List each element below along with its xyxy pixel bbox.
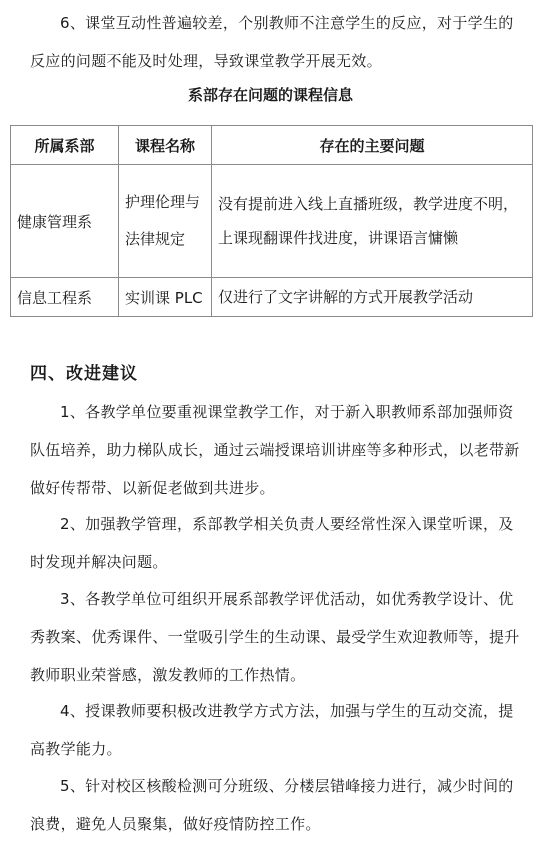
cell-course-name: 实训课 PLC: [119, 278, 212, 317]
header-course-name: 课程名称: [119, 126, 212, 165]
header-department: 所属系部: [11, 126, 119, 165]
suggestion-paragraph-3: 3、各教学单位可组织开展系部教学评优活动，如优秀教学设计、优秀教案、优秀课件、一堂吸引学生的生动课、最受学生欢迎教师等，提升教师职业荣誉感，激发教师的工作热情。: [30, 590, 520, 684]
table-row: [11, 278, 533, 317]
header-main-issues: 存在的主要问题: [212, 126, 533, 165]
section-heading: 四、改进建议: [30, 364, 138, 384]
table-header-row: [11, 126, 533, 165]
table-title: 系部存在问题的课程信息: [187, 86, 353, 104]
intro-paragraph: 6、课堂互动性普遍较差，个别教师不注意学生的反应，对于学生的反应的问题不能及时处理，导致课堂教学开展无效。: [30, 14, 514, 70]
cell-department: 信息工程系: [11, 278, 119, 317]
table-row: [11, 165, 533, 278]
suggestion-paragraph-2: 2、加强教学管理，系部教学相关负责人要经常性深入课堂听课，及时发现并解决问题。: [30, 515, 514, 571]
suggestion-paragraph-4: 4、授课教师要积极改进教学方式方法，加强与学生的互动交流，提高教学能力。: [30, 702, 514, 758]
cell-course-name: 护理伦理与法律规定: [119, 165, 212, 278]
suggestion-paragraph-5: 5、针对校区核酸检测可分班级、分楼层错峰接力进行，减少时间的浪费，避免人员聚集，做好疫情防控工作。: [30, 777, 514, 833]
cell-main-issues: 没有提前进入线上直播班级，教学进度不明，上课现翻课件找进度，讲课语言慵懒: [212, 165, 533, 278]
cell-department: 健康管理系: [11, 165, 119, 278]
course-issues-table: [10, 125, 533, 317]
suggestion-paragraph-1: 1、各教学单位要重视课堂教学工作，对于新入职教师系部加强师资队伍培养，助力梯队成长，通过云端授课培训讲座等多种形式，以老带新做好传帮带、以新促老做到共进步。: [30, 403, 520, 497]
cell-main-issues: 仅进行了文字讲解的方式开展教学活动: [212, 278, 533, 317]
